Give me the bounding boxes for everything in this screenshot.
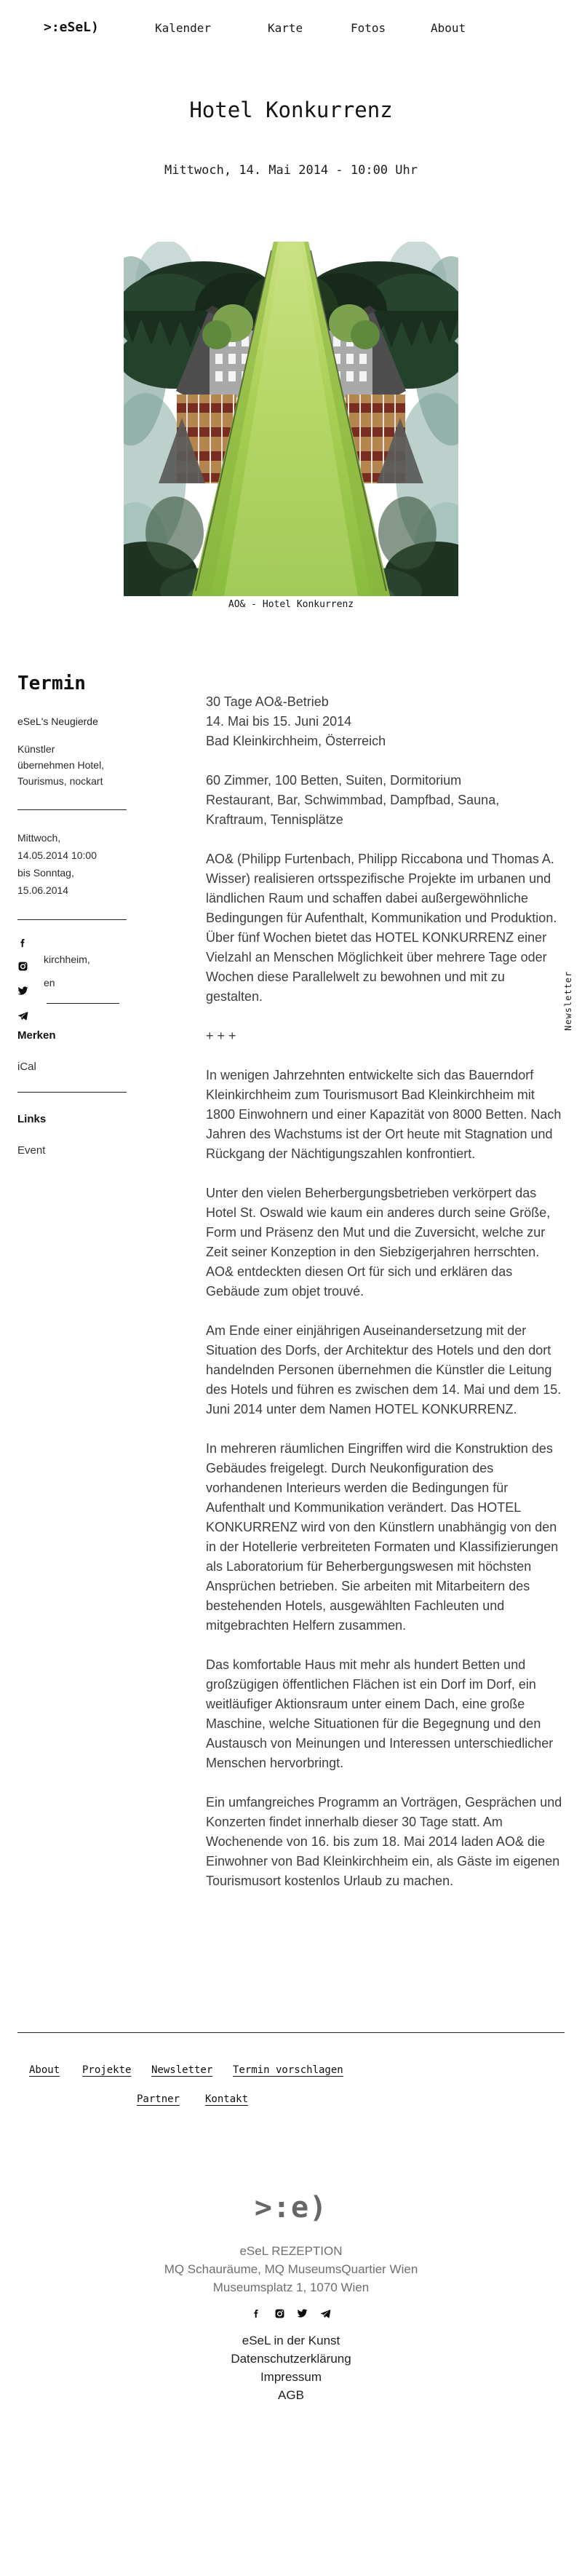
footer-links (0, 2331, 582, 2404)
paragraph: Unter den vielen Beherbergungsbetrieben verkörpert das Hotel St. Oswald wie kaum ein anderes durch seine Größe, Form und Präsenz den Mut und die Zuversicht, welche zur Zeit seiner Konzeption in den Siebzigerjahren herrschten. AO& entdeckten diesen Ort für sich und erklären das Gebäude zum objet trouvé. (206, 1186, 551, 1299)
paragraph: Am Ende einer einjährigen Auseinandersetzung mit der Situation des Dorfs, der Architektur des Hotels und den dort handelnden Personen übernehmen die Künstler die Leitung des Hotels und führen es zwischen dem 14. Mai und dem 15. Juni 2014 unter dem Namen HOTEL KONKURRENZ. (206, 1323, 562, 1416)
nav-fotos[interactable]: Fotos (351, 21, 386, 35)
footer-link-datenschutz[interactable]: Datenschutzerklärung (231, 2352, 351, 2366)
event-date-range: Mittwoch, 14.05.2014 10:00 bis Sonntag, 15.06.2014 (17, 832, 97, 896)
footer-nav-about[interactable]: About (29, 2064, 60, 2076)
telegram-icon[interactable] (17, 1010, 28, 1021)
paragraph: In wenigen Jahrzehnten entwickelte sich das Bauerndorf Kleinkirchheim zum Tourismusort Bad Kleinkirchheim mit 1800 Einwohnern und einer Kapazität von 8000 Betten. Nach Jahren des Wachstums ist der Ort heute mit Stagnation und Rückgang der Nächtigungszahlen konfrontiert. (206, 1068, 562, 1161)
hotel-collage-svg (124, 242, 458, 596)
intro-line: 14. Mai bis 15. Juni 2014 (206, 714, 352, 729)
ical-link[interactable]: iCal (17, 1061, 36, 1073)
intro-block (206, 692, 564, 751)
plus-separator: + + + (206, 1029, 236, 1043)
footer-nav-termin-vorschlagen[interactable]: Termin vorschlagen (233, 2064, 343, 2076)
sidebar-divider (17, 1092, 127, 1093)
footer-link-agb[interactable]: AGB (278, 2388, 304, 2402)
footer-address-line: Museumsplatz 1, 1070 Wien (212, 2280, 370, 2294)
paragraph: Ein umfangreiches Programm an Vorträgen, Gesprächen und Konzerten findet innerhalb dieser 30 Tage statt. Am Wochenende von 16. bis zum 18. Mai 2014 laden AO& die Einwohner von Bad Kleinkirchheim ein, als Gäste im eigenen Tourismusort kostenlos Urlaub zu machen. (206, 1795, 562, 1888)
footer-social-icons (0, 2308, 582, 2323)
sidebar-heading: Termin (17, 673, 86, 694)
share-icons (17, 938, 105, 1023)
footer (0, 2191, 582, 2404)
event-sidebar (17, 673, 105, 1157)
intro-line: 30 Tage AO&-Betrieb (206, 694, 329, 709)
footer-nav-projekte[interactable]: Projekte (82, 2064, 132, 2076)
category-link[interactable]: eSeL's Neugierde (17, 716, 98, 727)
nav-karte[interactable]: Karte (268, 21, 303, 35)
image-caption: AO& - Hotel Konkurrenz (228, 599, 354, 610)
paragraph: Das komfortable Haus mit mehr als hundert Betten und großzügigen öffentlichen Flächen ist ein Dorf im Dorf, ein weitläufiger Aktionsraum unter einem Dach, eine große Maschine, welche Situationen für die Begegnung und den Austausch von Meinungen und Interessen unterschiedlicher Menschen hervorbringt. (206, 1657, 554, 1770)
nav-about[interactable]: About (431, 21, 466, 35)
facilities-line: 60 Zimmer, 100 Betten, Suiten, Dormitorium (206, 773, 462, 788)
facebook-icon[interactable] (247, 2310, 266, 2322)
facebook-icon[interactable] (17, 938, 28, 948)
footer-nav-kontakt[interactable]: Kontakt (205, 2093, 249, 2105)
nav-kalender[interactable]: Kalender (155, 21, 212, 35)
footer-address-line: MQ Schauräume, MQ MuseumsQuartier Wien (164, 2262, 418, 2276)
facilities-block (206, 771, 564, 830)
footer-logo: >:e) (254, 2191, 328, 2224)
sidebar-divider (17, 919, 127, 920)
links-heading: Links (17, 1113, 47, 1125)
twitter-icon[interactable] (17, 986, 28, 996)
location-text-clipped: kirchheim, (44, 954, 90, 965)
merken-heading: Merken (17, 1029, 56, 1042)
newsletter-tab[interactable]: Newsletter (563, 970, 573, 1031)
footer-nav-newsletter[interactable]: Newsletter (151, 2064, 213, 2076)
footer-link-esel-in-der-kunst[interactable]: eSeL in der Kunst (242, 2334, 340, 2347)
sidebar-divider (17, 809, 127, 810)
footer-link-impressum[interactable]: Impressum (260, 2370, 322, 2384)
footer-address (0, 2242, 582, 2296)
tag-links[interactable]: Künstler übernehmen Hotel, Tourismus, nockart (17, 743, 105, 787)
event-link[interactable]: Event (17, 1144, 46, 1157)
instagram-icon[interactable] (17, 961, 28, 972)
facilities-line: Restaurant, Bar, Schwimmbad, Dampfbad, Sauna, (206, 793, 500, 807)
event-datetime: Mittwoch, 14. Mai 2014 - 10:00 Uhr (164, 163, 418, 178)
instagram-icon[interactable] (270, 2310, 290, 2322)
paragraph: In mehreren räumlichen Eingriffen wird die Konstruktion des Gebäudes freigelegt. Durch Neukonfiguration des vorhandenen Interieurs werden die Bedingungen für Aufenthalt und Kommunikation verändert. Das HOTEL KONKURRENZ wird von den Künstlern unabhängig von den in der Hotellerie verbreiteten Formaten und Klassifizierungen als Laboratorium für Beherbergungswesen mit höchsten Ansprüchen betrieben. Sie arbeiten mit Mitarbeitern des bestehenden Hotels, ausgewählten Fachleuten und mitgebrachten Helfern zusammen. (206, 1441, 559, 1633)
event-description (206, 692, 564, 1911)
footer-divider (17, 2032, 565, 2033)
footer-address-line: eSeL REZEPTION (239, 2244, 343, 2258)
sidebar-divider-short (47, 1003, 119, 1004)
site-logo[interactable]: >:eSeL) (44, 20, 99, 35)
footer-nav-partner[interactable]: Partner (137, 2093, 180, 2105)
paragraph: AO& (Philipp Furtenbach, Philipp Riccabona und Thomas A. Wisser) realisieren ortsspezifische Projekte im urbanen und ländlichen Raum und schaffen dabei außergewöhnliche Bedingungen für Aufenthalt, Kommunikation und Produktion. Über fünf Wochen bietet das HOTEL KONKURRENZ einer Vielzahl an Menschen Möglichkeit über mehrere Tage oder Wochen diese Parallelwelt zu bewohnen und mit zu gestalten. (206, 852, 557, 1004)
telegram-icon[interactable] (316, 2310, 335, 2322)
twitter-icon[interactable] (292, 2310, 312, 2322)
facilities-line: Kraftraum, Tennisplätze (206, 812, 343, 827)
hotel-collage-image (124, 242, 458, 596)
intro-line: Bad Kleinkirchheim, Österreich (206, 734, 386, 748)
location-text-clipped: en (44, 977, 55, 988)
page-title: Hotel Konkurrenz (189, 98, 393, 122)
